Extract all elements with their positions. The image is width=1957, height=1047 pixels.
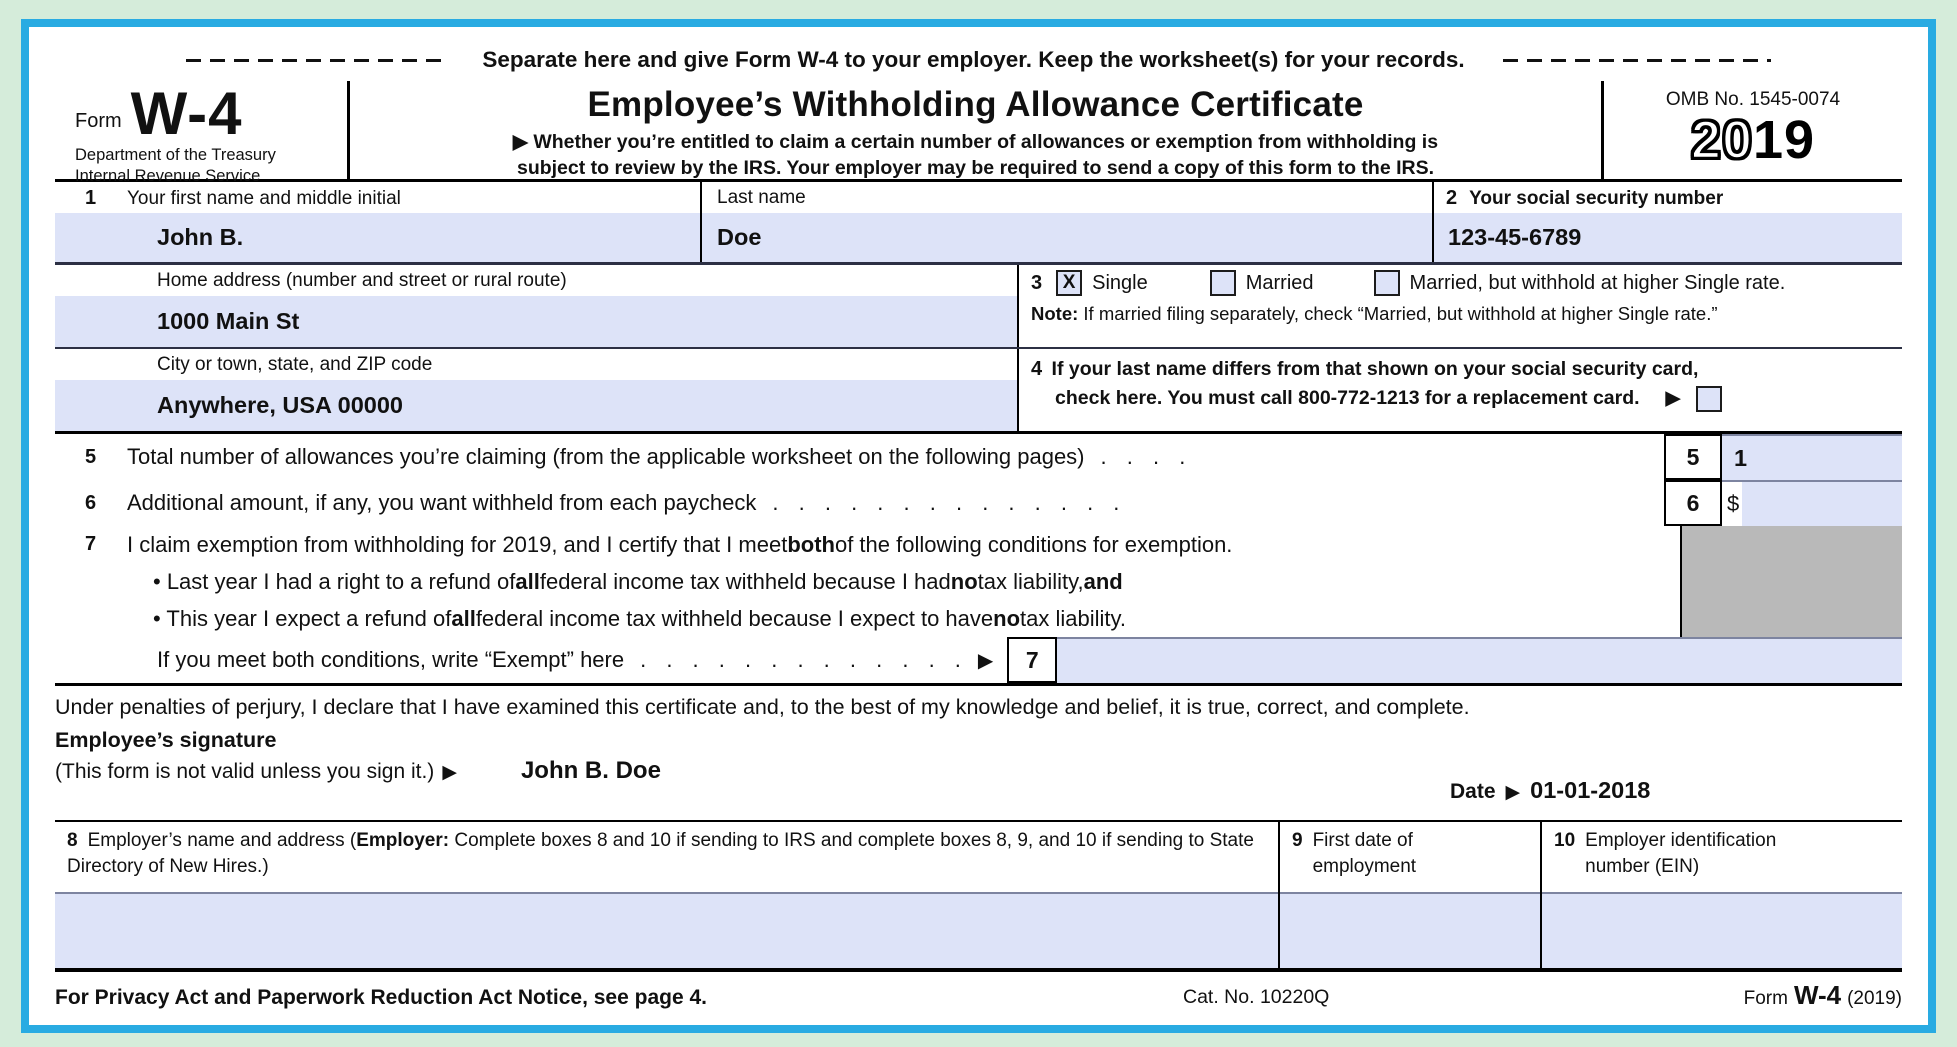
privacy-notice: For Privacy Act and Paperwork Reduction Act Notice, see page 4. bbox=[55, 986, 707, 1009]
ein-label: Employer identification number (EIN) bbox=[1585, 830, 1777, 877]
omb-year-block bbox=[1604, 81, 1902, 179]
line4-cell bbox=[1017, 349, 1902, 431]
form-title: Employee’s Withholding Allowance Certificate bbox=[587, 85, 1364, 124]
catalog-number: Cat. No. 10220Q bbox=[1183, 986, 1330, 1008]
line4-text-line1: If your last name differs from that shown on your social security card, bbox=[1051, 358, 1699, 380]
form-footer bbox=[55, 972, 1902, 1010]
employer-label-post: Complete boxes 8 and 10 if sending to IRS and complete boxes 8, 9, and 10 if sending to State Directory of New Hires.) bbox=[67, 830, 1254, 877]
form-subtitle-line1: ▶ Whether you’re entitled to claim a certain number of allowances or exemption from withholding is bbox=[512, 131, 1439, 153]
footer-form-word: Form bbox=[1743, 988, 1788, 1009]
line7-arrow-icon: ▶ bbox=[977, 649, 994, 672]
employer-name-field[interactable] bbox=[55, 892, 1278, 968]
line10-number: 10 bbox=[1554, 830, 1576, 851]
line4-number: 4 bbox=[1031, 358, 1043, 380]
signature-arrow-icon: ▶ bbox=[442, 762, 457, 783]
dept-line1: Department of the Treasury bbox=[75, 146, 276, 164]
ein-field[interactable] bbox=[1542, 892, 1902, 968]
footer-form-id bbox=[1744, 980, 1902, 1011]
row-city-line4 bbox=[55, 349, 1902, 434]
line7-field[interactable] bbox=[1057, 637, 1902, 683]
bullet1-seg1: • Last year I had a right to a refund of bbox=[153, 568, 516, 594]
line3-number: 3 bbox=[1031, 271, 1043, 294]
separator-row bbox=[55, 39, 1902, 81]
line6-row bbox=[55, 480, 1902, 526]
separator-instruction: Separate here and give Form W-4 to your employer. Keep the worksheet(s) for your records. bbox=[482, 47, 1465, 72]
form-word: Form bbox=[75, 110, 122, 132]
perjury-statement: Under penalties of perjury, I declare that I have examined this certificate and, to the best of my knowledge and belief, it is true, correct, and complete. bbox=[55, 695, 1470, 719]
line5-number: 5 bbox=[85, 445, 97, 468]
city-field[interactable]: Anywhere, USA 00000 bbox=[55, 380, 1017, 431]
shaded-area bbox=[1680, 526, 1902, 637]
line6-value-cell bbox=[1722, 480, 1902, 526]
line6-box-label: 6 bbox=[1664, 480, 1722, 526]
year-bold: 19 bbox=[1753, 110, 1816, 170]
dollar-sign: $ bbox=[1727, 491, 1740, 516]
ssn-field[interactable]: 123-45-6789 bbox=[1434, 213, 1902, 262]
signature-validity-note: (This form is not valid unless you sign it.) bbox=[55, 760, 435, 783]
last-name-field[interactable]: Doe bbox=[702, 213, 1432, 262]
line6-dot-leader: . . . . . . . . . . . . . . bbox=[772, 490, 1121, 515]
bullet2-seg5: tax liability. bbox=[1020, 605, 1126, 631]
line5-dot-leader: . . . . bbox=[1100, 444, 1187, 469]
filing-status-cell bbox=[1017, 265, 1902, 347]
home-address-label: Home address (number and street or rural route) bbox=[157, 270, 567, 291]
first-date-field[interactable] bbox=[1280, 892, 1540, 968]
bullet1-seg3: federal income tax withheld because I had bbox=[539, 568, 951, 594]
form-title-block bbox=[347, 81, 1604, 179]
form-subtitle-line2: subject to review by the IRS. Your employer may be required to send a copy of this form to the IRS. bbox=[516, 156, 1435, 179]
signature-label: Employee’s signature bbox=[55, 728, 277, 752]
line8-number: 8 bbox=[67, 830, 78, 851]
cut-line-right bbox=[1503, 59, 1771, 62]
bullet2-seg4: no bbox=[993, 605, 1021, 631]
footer-form-year: (2019) bbox=[1847, 988, 1902, 1009]
first-name-cell bbox=[55, 182, 700, 262]
line7-dot-leader: . . . . . . . . . . . . . bbox=[640, 647, 962, 672]
bullet1-seg6: and bbox=[1083, 568, 1123, 594]
first-date-label: First date of employment bbox=[1312, 830, 1417, 877]
bullet2-seg3: federal income tax withheld because I expect to have bbox=[475, 605, 994, 631]
form-year bbox=[1604, 110, 1902, 170]
line7-box-label: 7 bbox=[1007, 637, 1057, 683]
footer-form-number: W-4 bbox=[1793, 980, 1842, 1010]
single-label: Single bbox=[1092, 271, 1148, 294]
line5-value-cell bbox=[1722, 434, 1902, 480]
ssn-cell bbox=[1432, 182, 1902, 262]
signature-field[interactable]: John B. Doe bbox=[520, 757, 661, 784]
cut-line-left bbox=[186, 59, 444, 62]
first-name-field[interactable]: John B. bbox=[55, 213, 700, 262]
home-address-cell bbox=[55, 265, 1017, 347]
city-label: City or town, state, and ZIP code bbox=[157, 354, 433, 375]
employer-label-bold: Employer: bbox=[356, 830, 450, 851]
employer-section bbox=[55, 820, 1902, 972]
line7-block bbox=[55, 526, 1902, 686]
signature-block bbox=[55, 724, 1902, 820]
date-label: Date bbox=[1450, 780, 1496, 803]
date-arrow-icon: ▶ bbox=[1505, 782, 1521, 803]
year-outline: 20 bbox=[1690, 110, 1753, 170]
line6-number: 6 bbox=[85, 491, 97, 514]
line4-checkbox[interactable] bbox=[1696, 386, 1722, 412]
form-page bbox=[21, 19, 1936, 1033]
dept-line2: Internal Revenue Service bbox=[75, 167, 261, 186]
ssn-label: Your social security number bbox=[1469, 188, 1724, 209]
form-content bbox=[29, 27, 1928, 1025]
line7-intro-post: of the following conditions for exemption. bbox=[834, 531, 1233, 557]
bullet2-seg2: all bbox=[451, 605, 476, 631]
married-higher-label: Married, but withhold at higher Single rate. bbox=[1409, 271, 1786, 294]
form-id-block bbox=[55, 80, 347, 186]
line5-text: Total number of allowances you’re claiming (from the applicable worksheet on the following pages) bbox=[127, 444, 1085, 469]
married-checkbox[interactable] bbox=[1210, 270, 1236, 296]
row-address-status bbox=[55, 265, 1902, 349]
bullet1-seg5: tax liability, bbox=[977, 568, 1084, 594]
single-checkbox[interactable]: X bbox=[1056, 270, 1082, 296]
home-address-field[interactable]: 1000 Main St bbox=[55, 296, 1017, 347]
bullet2-seg1: • This year I expect a refund of bbox=[153, 605, 452, 631]
row-name-ssn bbox=[55, 182, 1902, 265]
bullet1-seg4: no bbox=[950, 568, 978, 594]
last-name-cell bbox=[700, 182, 1432, 262]
line7-intro-pre: I claim exemption from withholding for 2019, and I certify that I meet bbox=[127, 531, 788, 557]
bullet1-seg2: all bbox=[515, 568, 540, 594]
line6-text: Additional amount, if any, you want withheld from each paycheck bbox=[127, 490, 757, 515]
line5-field[interactable]: 1 bbox=[1722, 436, 1902, 480]
line4-text-line2: check here. You must call 800-772-1213 for a replacement card. bbox=[1055, 387, 1640, 410]
line6-field[interactable] bbox=[1742, 482, 1902, 526]
married-higher-checkbox[interactable] bbox=[1374, 270, 1400, 296]
line4-arrow-icon: ▶ bbox=[1665, 387, 1681, 409]
line1-number: 1 bbox=[85, 187, 97, 209]
line9-number: 9 bbox=[1292, 830, 1303, 851]
employer-label-pre: Employer’s name and address ( bbox=[87, 830, 357, 851]
city-cell bbox=[55, 349, 1017, 431]
last-name-label: Last name bbox=[717, 187, 806, 208]
omb-number: OMB No. 1545-0074 bbox=[1665, 89, 1841, 110]
note-text: If married filing separately, check “Married, but withhold at higher Single rate.” bbox=[1078, 303, 1718, 324]
ein-cell bbox=[1540, 822, 1902, 968]
first-name-label: Your first name and middle initial bbox=[127, 188, 401, 209]
line5-row bbox=[55, 434, 1902, 480]
line7-writein-text: If you meet both conditions, write “Exempt” here bbox=[157, 647, 625, 672]
first-date-cell bbox=[1278, 822, 1540, 968]
line7-number: 7 bbox=[85, 533, 97, 555]
line5-box-label: 5 bbox=[1664, 434, 1722, 480]
note-label: Note: bbox=[1031, 303, 1079, 324]
employer-name-cell bbox=[55, 822, 1278, 968]
form-header bbox=[55, 80, 1902, 186]
line2-number: 2 bbox=[1446, 187, 1458, 209]
form-number: W-4 bbox=[130, 80, 243, 147]
married-label: Married bbox=[1245, 271, 1314, 294]
date-field[interactable]: 01-01-2018 bbox=[1530, 777, 1651, 803]
line7-intro-bold: both bbox=[787, 531, 835, 557]
date-block bbox=[1450, 777, 1650, 804]
